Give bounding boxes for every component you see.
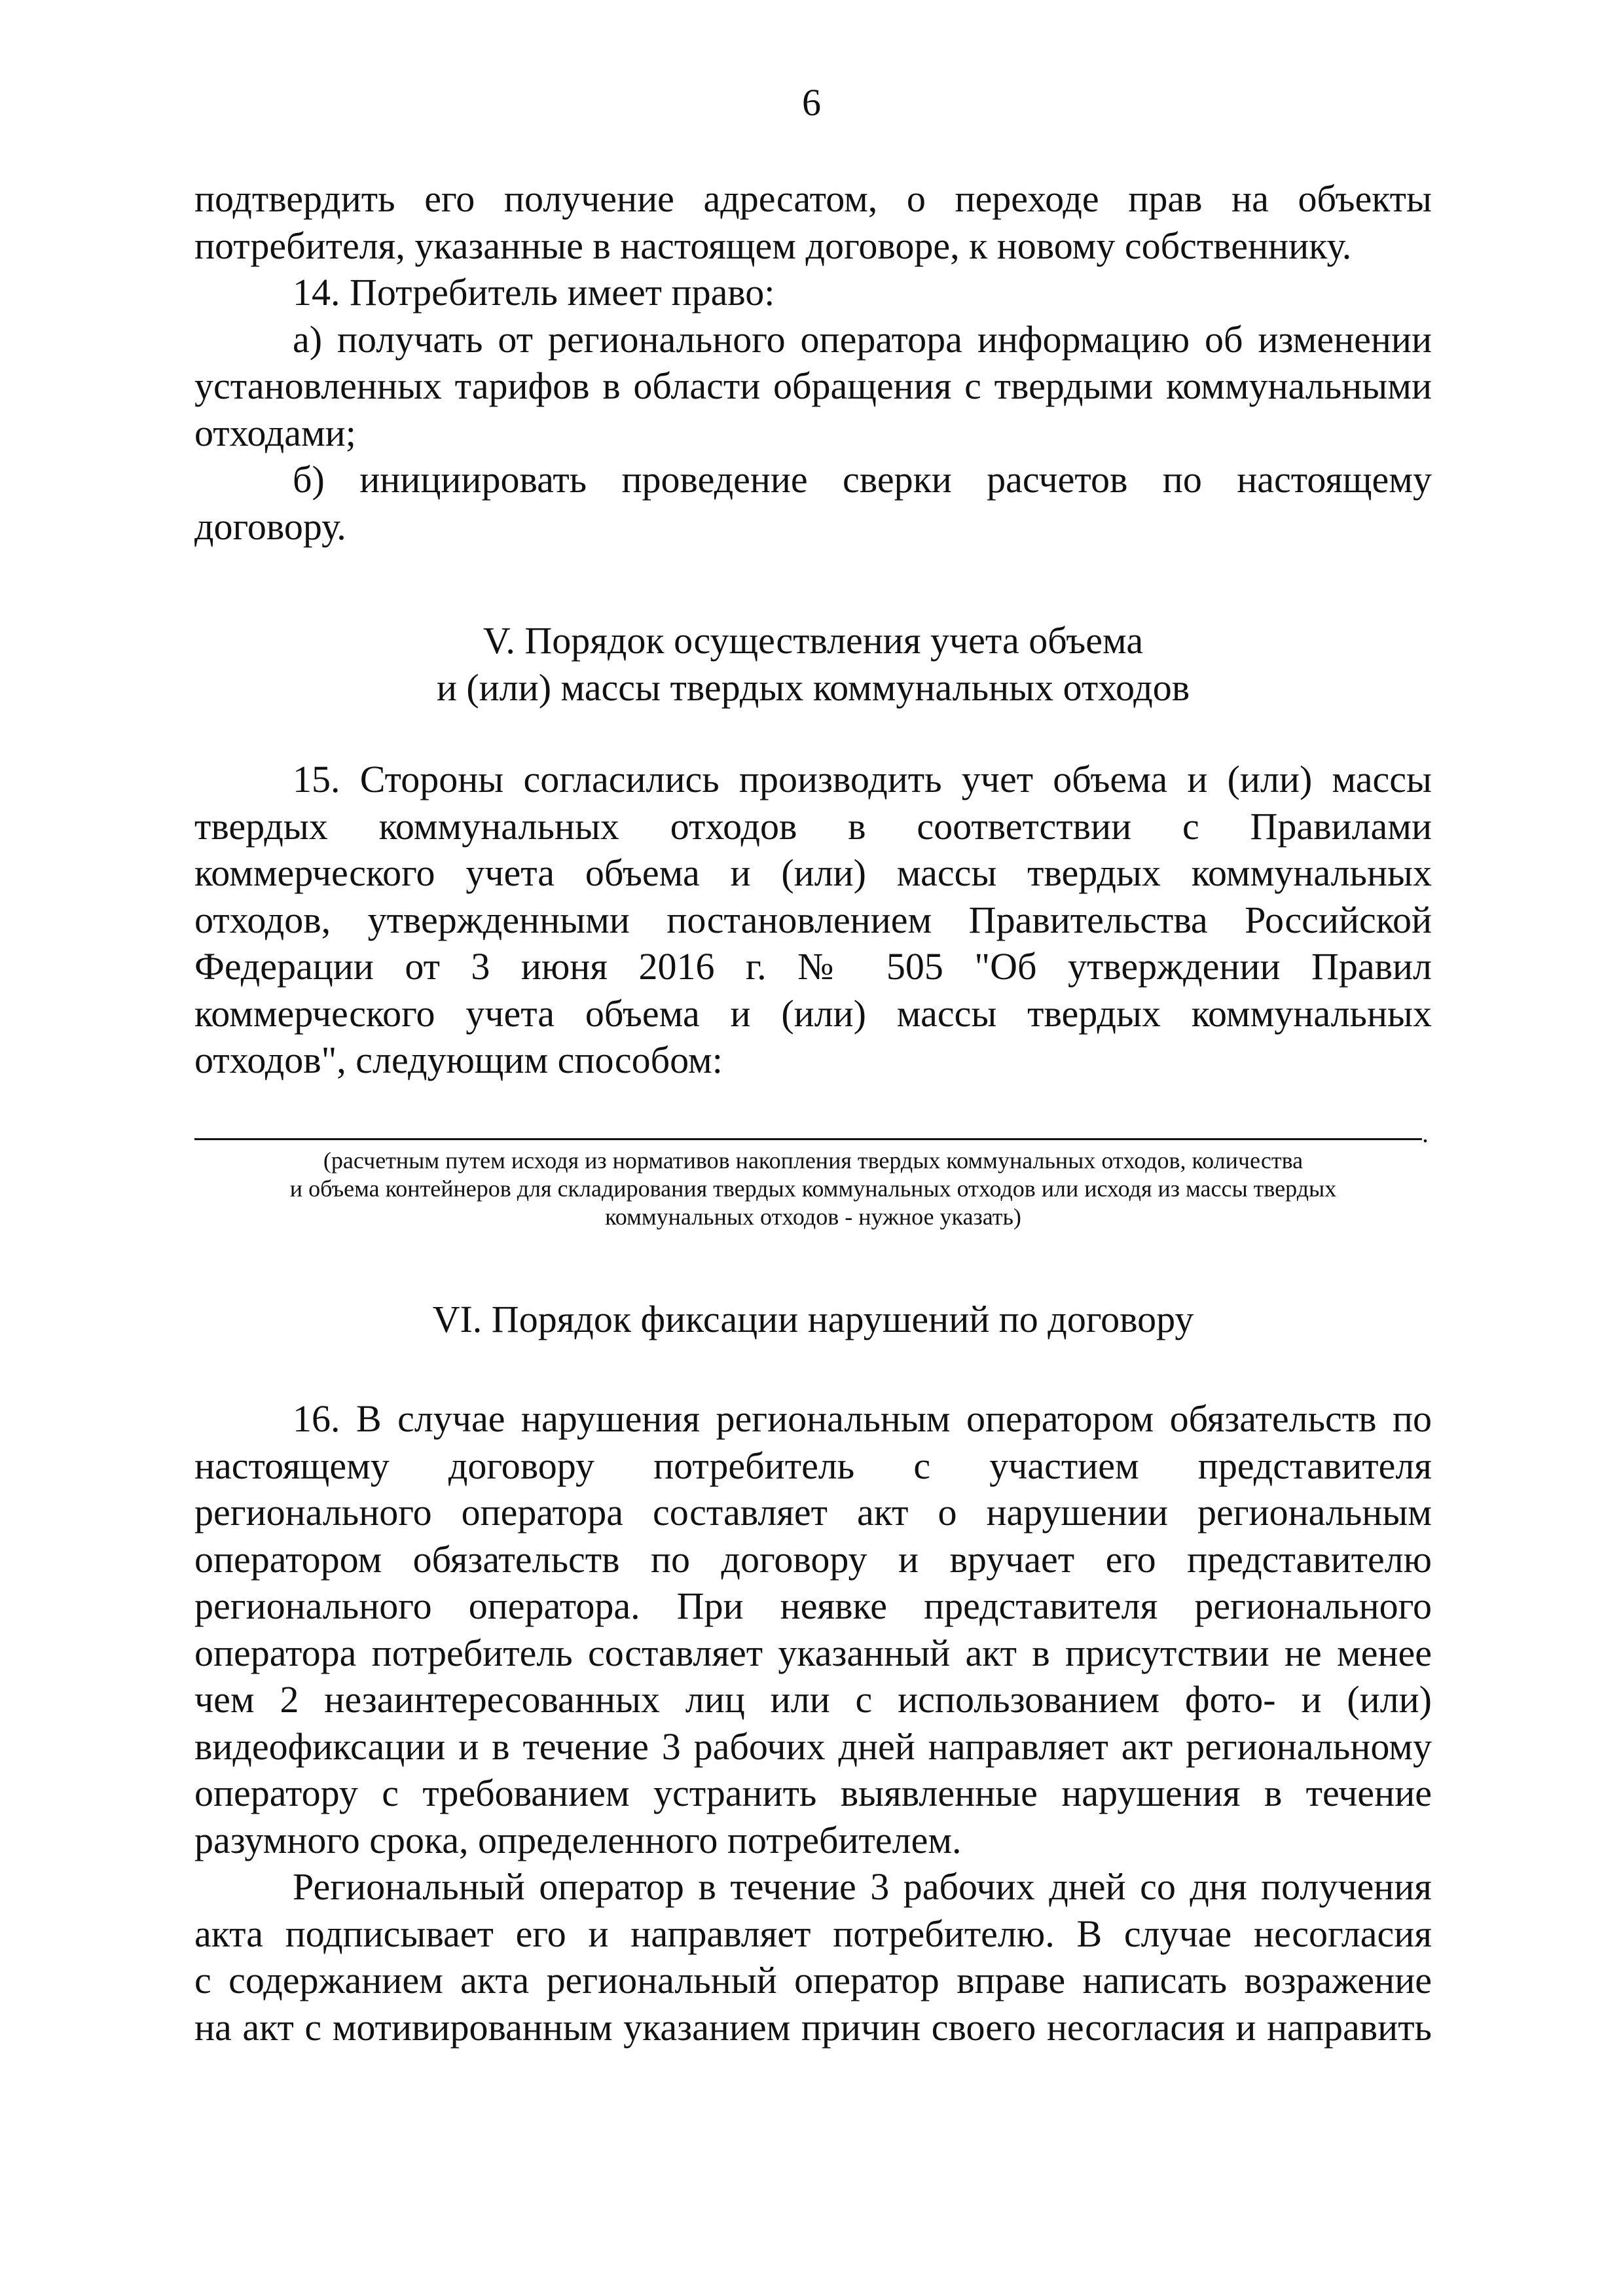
blank-explanatory-note [194, 1147, 1432, 1231]
text-line: разумного срока, определенного потребителем. [194, 1818, 962, 1861]
text-line: 16. В случае нарушения региональным оператором обязательств по [293, 1397, 1432, 1440]
regional-operator-paragraph [194, 1863, 1432, 2051]
text-line: б) инициировать проведение сверки расчетов по настоящему [293, 458, 1432, 501]
text-line: оператора потребитель составляет указанный акт в присутствии не менее [194, 1631, 1432, 1674]
fill-in-blank-line [194, 1138, 1422, 1140]
continuation-paragraph [194, 175, 1432, 269]
text-line: оператору с требованием устранить выявленные нарушения в течение [194, 1772, 1432, 1814]
item-14-heading: 14. Потребитель имеет право: [293, 271, 775, 314]
section-5-title [194, 617, 1432, 711]
text-line: Региональный оператор в течение 3 рабочих дней со дня получения [293, 1865, 1432, 1908]
note-line: и объема контейнеров для складирования твердых коммунальных отходов или исходя из массы твердых [289, 1175, 1337, 1202]
item-14-b [194, 456, 1432, 550]
section-title-line: V. Порядок осуществления учета объема [483, 619, 1144, 662]
text-line: потребителя, указанные в настоящем договоре, к новому собственнику. [194, 224, 1352, 267]
body-block-item-14 [194, 175, 1432, 550]
section-title-line: VI. Порядок фиксации нарушений по договору [432, 1298, 1194, 1340]
text-line: Федерации от 3 июня 2016 г. № 505 "Об утверждении Правил [194, 945, 1432, 988]
text-line: с содержанием акта региональный оператор вправе написать возражение [194, 1959, 1432, 2001]
text-line: чем 2 незаинтересованных лиц или с использованием фото- и (или) [194, 1678, 1432, 1721]
section-6-title [194, 1296, 1432, 1343]
text-line: на акт с мотивированным указанием причин своего несогласия и направить [194, 2005, 1432, 2049]
text-line: коммерческого учета объема и (или) массы твердых коммунальных [194, 852, 1432, 894]
text-line: отходами; [194, 411, 356, 454]
item-15-paragraph [194, 756, 1432, 1084]
blank-line-period: . [1422, 1119, 1429, 1148]
item-14-a [194, 316, 1432, 457]
text-line: коммерческого учета объема и (или) массы твердых коммунальных [194, 992, 1432, 1035]
text-line: договору. [194, 505, 346, 548]
text-line: акта подписывает его и направляет потребителю. В случае несогласия [194, 1912, 1432, 1955]
text-line: подтвердить его получение адресатом, о переходе прав на объекты [194, 177, 1432, 220]
text-line: отходов, утвержденными постановлением Правительства Российской [194, 898, 1432, 941]
text-line: отходов", следующим способом: [194, 1039, 723, 1081]
note-line: коммунальных отходов - нужное указать) [605, 1204, 1021, 1230]
section-title-line: и (или) массы твердых коммунальных отходов [436, 666, 1190, 709]
item-16-block [194, 1395, 1432, 2051]
item-16-paragraph [194, 1395, 1432, 1863]
text-line: видеофиксации и в течение 3 рабочих дней направляет акт региональному [194, 1725, 1432, 1768]
text-line: а) получать от регионального оператора информацию об изменении [293, 317, 1432, 361]
text-line: установленных тарифов в области обращения с твердыми коммунальными [194, 365, 1432, 407]
text-line: регионального оператора. При неявке представителя регионального [194, 1585, 1432, 1627]
page-number: 6 [802, 81, 821, 124]
text-line: оператором обязательств по договору и вручает его представителю [194, 1537, 1432, 1581]
text-line: регионального оператора составляет акт о нарушении региональным [194, 1491, 1432, 1534]
text-line: твердых коммунальных отходов в соответствии с Правилами [194, 804, 1432, 848]
note-line: (расчетным путем исходя из нормативов накопления твердых коммунальных отходов, количества [323, 1147, 1304, 1174]
text-line: 15. Стороны согласились производить учет объема и (или) массы [293, 758, 1432, 800]
text-line: настоящему договору потребитель с участием представителя [194, 1444, 1432, 1487]
